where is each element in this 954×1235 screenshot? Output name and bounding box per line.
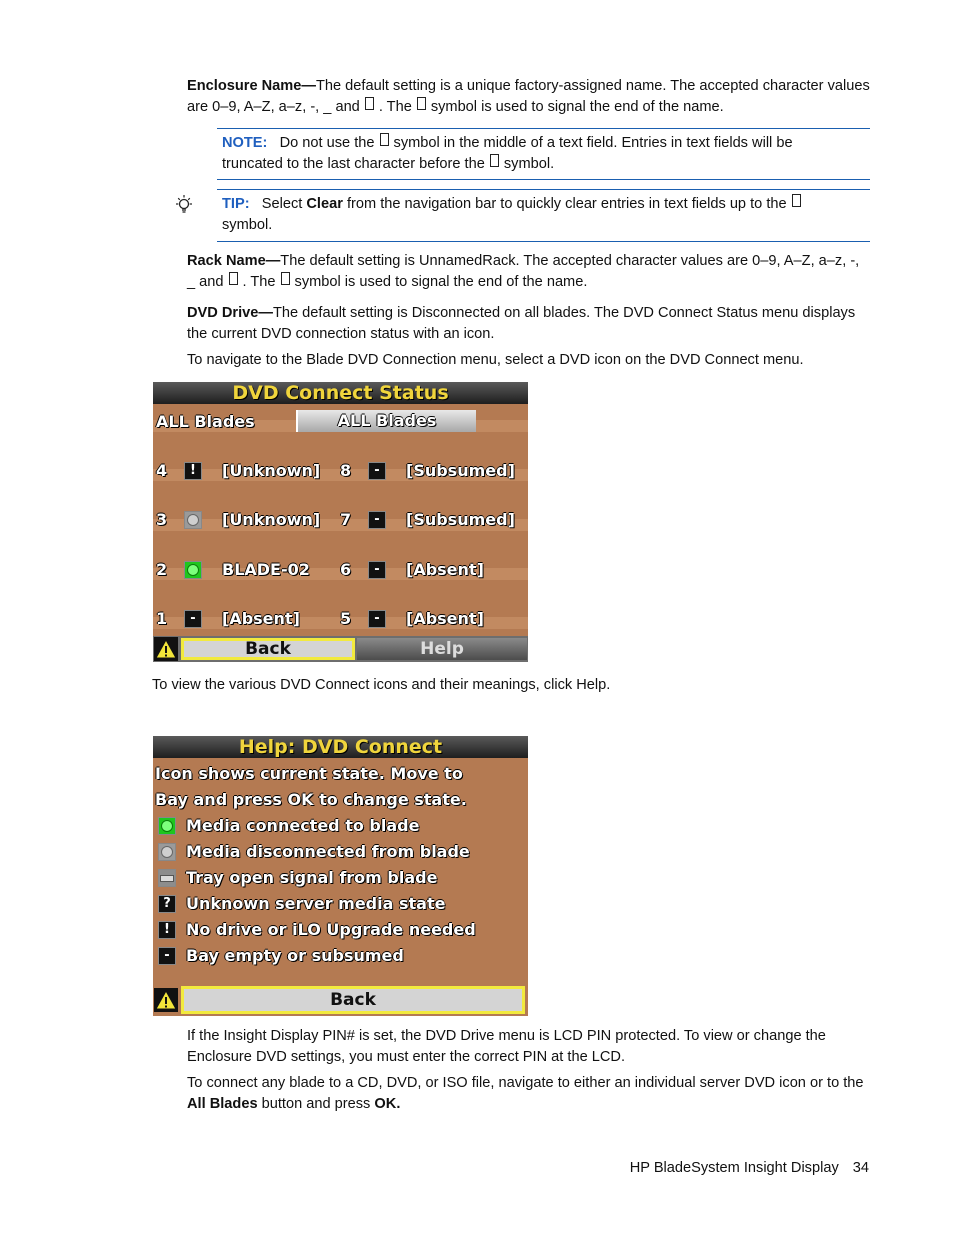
tip-paragraph: TIP: Select Clear from the navigation bar to quickly clear entries in text fields up to thesymbol. bbox=[222, 194, 842, 235]
legend-text: Unknown server media state bbox=[186, 894, 446, 913]
disc-connected-icon[interactable] bbox=[184, 561, 202, 579]
note-bottom-rule bbox=[217, 179, 870, 180]
rack-name-paragraph: Rack Name—The default setting is UnnamedRack. The accepted character values are 0–9, A–Z, a–z, -, _ and . The symbol is used to signal the end of the name. bbox=[187, 253, 860, 290]
disc-connected-icon bbox=[158, 817, 176, 835]
exclamation-icon[interactable]: ! bbox=[184, 462, 202, 480]
page-number: 34 bbox=[852, 1160, 869, 1176]
note-label: NOTE: bbox=[222, 135, 268, 151]
dvd-connect-status-screen bbox=[153, 382, 528, 662]
help-button[interactable]: Help bbox=[357, 638, 527, 660]
end-symbol-icon bbox=[380, 133, 389, 146]
legend-text: Tray open signal from blade bbox=[186, 868, 438, 887]
dvd-drive-paragraph: DVD Drive—The default setting is Disconnected on all blades. The DVD Connect Status menu displays the current DVD connection status with an icon. bbox=[187, 305, 856, 342]
disc-disconnected-icon[interactable] bbox=[184, 511, 202, 529]
page-footer bbox=[630, 1158, 869, 1179]
bay-status: [Unknown] bbox=[222, 461, 321, 480]
dash-icon[interactable]: - bbox=[184, 610, 202, 628]
bay-number: 3 bbox=[156, 510, 168, 529]
bay-number: 7 bbox=[340, 510, 352, 529]
bay-status: [Subsumed] bbox=[406, 510, 515, 529]
end-symbol-icon bbox=[229, 272, 238, 285]
navigation-bar bbox=[153, 984, 528, 1016]
bay-number: 4 bbox=[156, 461, 168, 480]
bay-number: 1 bbox=[156, 609, 168, 628]
help-intro-line: Icon shows current state. Move to bbox=[155, 764, 463, 783]
navigate-paragraph: To navigate to the Blade DVD Connection menu, select a DVD icon on the DVD Connect menu. bbox=[187, 352, 804, 368]
pin-paragraph: If the Insight Display PIN# is set, the DVD Drive menu is LCD PIN protected. To view or change the Enclosure DVD settings, you must enter the correct PIN at the LCD. bbox=[187, 1028, 826, 1065]
dash-icon[interactable]: - bbox=[368, 561, 386, 579]
help-intro-line: Bay and press OK to change state. bbox=[155, 790, 467, 809]
screen-title: Help: DVD Connect bbox=[153, 736, 528, 758]
legend-text: Bay empty or subsumed bbox=[186, 946, 404, 965]
dash-icon[interactable]: - bbox=[368, 511, 386, 529]
end-symbol-icon bbox=[281, 272, 290, 285]
legend-text: Media disconnected from blade bbox=[186, 842, 470, 861]
bay-status: [Absent] bbox=[222, 609, 300, 628]
warning-icon bbox=[154, 637, 178, 661]
disc-disconnected-icon bbox=[158, 843, 176, 861]
note-paragraph: NOTE: Do not use the symbol in the middle of a text field. Entries in text fields will be truncated to the last character before the symbol. bbox=[222, 135, 793, 172]
rack-name-label: Rack Name— bbox=[187, 253, 281, 269]
dash-icon[interactable]: - bbox=[368, 462, 386, 480]
legend-text: Media connected to blade bbox=[186, 816, 420, 835]
exclamation-icon: ! bbox=[158, 921, 176, 939]
tray-open-icon bbox=[158, 869, 176, 887]
bay-status: [Unknown] bbox=[222, 510, 321, 529]
bay-status: [Subsumed] bbox=[406, 461, 515, 480]
all-blades-button[interactable]: ALL Blades bbox=[296, 410, 476, 432]
tip-label: TIP: bbox=[222, 196, 250, 212]
connect-paragraph: To connect any blade to a CD, DVD, or ISO file, navigate to either an individual server DVD icon or to the All Blades button and press OK. bbox=[187, 1075, 864, 1112]
end-symbol-icon bbox=[792, 194, 801, 207]
back-button[interactable]: Back bbox=[181, 986, 525, 1014]
bay-number: 6 bbox=[340, 560, 352, 579]
lightbulb-icon bbox=[172, 193, 196, 217]
tip-top-rule bbox=[217, 189, 870, 190]
note-top-rule bbox=[217, 128, 870, 129]
bay-status: BLADE-02 bbox=[222, 560, 310, 579]
dash-icon: - bbox=[158, 947, 176, 965]
enclosure-name-label: Enclosure Name— bbox=[187, 78, 316, 94]
view-icons-paragraph: To view the various DVD Connect icons and their meanings, click Help. bbox=[152, 677, 611, 693]
bay-status: [Absent] bbox=[406, 609, 484, 628]
end-symbol-icon bbox=[365, 97, 374, 110]
all-blades-label: ALL Blades bbox=[156, 412, 255, 431]
end-symbol-icon bbox=[417, 97, 426, 110]
help-dvd-connect-screen bbox=[153, 736, 528, 1016]
warning-icon bbox=[154, 988, 178, 1012]
end-symbol-icon bbox=[490, 154, 499, 167]
bay-number: 5 bbox=[340, 609, 352, 628]
tip-bottom-rule bbox=[217, 241, 870, 242]
dvd-drive-label: DVD Drive— bbox=[187, 305, 273, 321]
question-icon: ? bbox=[158, 895, 176, 913]
screen-title: DVD Connect Status bbox=[153, 382, 528, 404]
bay-number: 8 bbox=[340, 461, 352, 480]
footer-title: HP BladeSystem Insight Display bbox=[629, 1160, 839, 1176]
enclosure-name-paragraph: Enclosure Name—The default setting is a unique factory-assigned name. The accepted character values are 0–9, A–Z, a–z, -, _ and . The symbol is used to signal the end of the name. bbox=[187, 78, 870, 115]
legend-text: No drive or iLO Upgrade needed bbox=[186, 920, 476, 939]
back-button[interactable]: Back bbox=[181, 638, 355, 660]
dash-icon[interactable]: - bbox=[368, 610, 386, 628]
navigation-bar bbox=[153, 636, 528, 662]
bay-status: [Absent] bbox=[406, 560, 484, 579]
bay-number: 2 bbox=[156, 560, 168, 579]
